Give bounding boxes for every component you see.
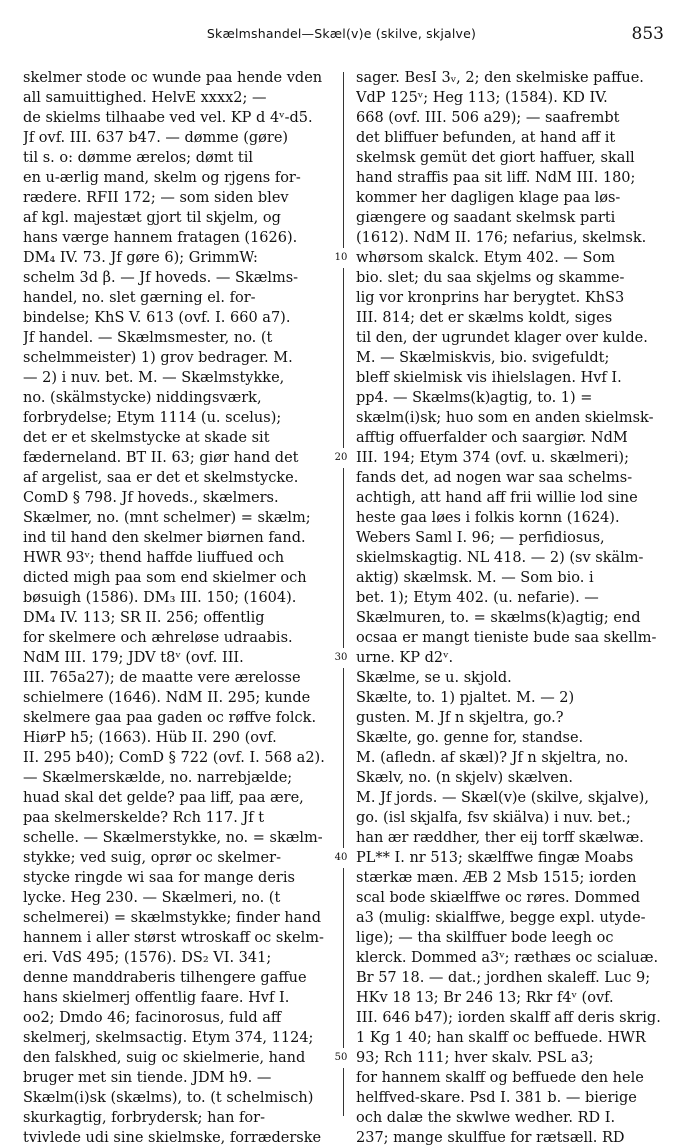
left-column-line: stycke ringde wi saa for mange deris bbox=[23, 870, 295, 886]
left-column-line: skelmerj, skelmsactig. Etym 374, 1124; bbox=[23, 1030, 314, 1046]
right-column-line: 1 Kg 1 40; han skalff oc beffuede. HWR bbox=[356, 1030, 646, 1046]
right-column-line: lige); — tha skilffuer bode leegh oc bbox=[356, 930, 614, 946]
left-column-line: det er et skelmstycke at skade sit bbox=[23, 430, 270, 446]
left-column-line: hannem i aller størst wtroskaff oc skelm- bbox=[23, 930, 324, 946]
left-column-line: handel, no. slet gærning el. for- bbox=[23, 290, 256, 306]
left-column-line: tvivlede udi sine skielmske, forræderske bbox=[23, 1130, 322, 1146]
right-column-line: giængere og saadant skelmsk parti bbox=[356, 210, 616, 226]
left-column-line: bindelse; KhS V. 613 (ovf. I. 660 a7). bbox=[23, 310, 291, 326]
right-column-line: III. 194; Etym 374 (ovf. u. skælmeri); bbox=[356, 450, 629, 466]
left-column-line: Skælmer, no. (mnt schelmer) = skælm; bbox=[23, 510, 311, 526]
left-column-line: paa skelmerskelde? Rch 117. Jf t bbox=[23, 810, 265, 826]
right-column-line: kommer her dagligen klage paa løs- bbox=[356, 190, 621, 206]
right-column-line: helffved-skare. Psd I. 381 b. — bierige bbox=[356, 1090, 637, 1106]
left-column-line: ind til hand den skelmer biørnen fand. bbox=[23, 530, 306, 546]
left-column-line: III. 765a27); de maatte vere ærelosse bbox=[23, 670, 301, 686]
left-column-line: II. 295 b40); ComD § 722 (ovf. I. 568 a2). bbox=[23, 750, 325, 766]
right-column-line: urne. KP d2ᵛ. bbox=[356, 650, 454, 666]
right-column-line: (1612). NdM II. 176; nefarius, skelmsk. bbox=[356, 230, 647, 246]
right-column-line: han ær ræddher, ther eij torff skælwæ. bbox=[356, 830, 644, 846]
left-column-line: schielmere (1646). NdM II. 295; kunde bbox=[23, 690, 311, 706]
left-column-line: Jf handel. — Skælmsmester, no. (t bbox=[23, 330, 273, 346]
left-column-line: — 2) i nuv. bet. M. — Skælmstykke, bbox=[23, 370, 285, 386]
line-number-markers bbox=[328, 58, 354, 1120]
left-column-line: eri. VdS 495; (1576). DS₂ VI. 341; bbox=[23, 950, 272, 966]
left-column-line: DM₄ IV. 113; SR II. 256; offentlig bbox=[23, 610, 265, 626]
right-column-line: pp4. — Skælms(k)agtig, to. 1) = bbox=[356, 390, 593, 406]
right-column-line: III. 646 b47); iorden skalff aff deris skrig. bbox=[356, 1010, 661, 1026]
right-column-line: Skælv, no. (n skjelv) skælven. bbox=[356, 770, 573, 786]
right-column-line: lig vor kronprins har berygtet. KhS3 bbox=[356, 290, 625, 306]
right-column-line: Webers Saml I. 96; — perfidiosus, bbox=[356, 530, 605, 546]
right-column-line: 93; Rch 111; hver skalv. PSL a3; bbox=[356, 1050, 594, 1066]
page-number: 853 bbox=[631, 24, 664, 44]
right-column-line: til den, der ugrundet klager over kulde. bbox=[356, 330, 648, 346]
left-column-line: schelm 3d β. — Jf hoveds. — Skælms- bbox=[23, 270, 299, 286]
left-column-line: — Skælmerskælde, no. narrebjælde; bbox=[23, 770, 293, 786]
left-column-line: til s. o: dømme ærelos; dømt til bbox=[23, 150, 254, 166]
left-column-line: all samuittighed. HelvE xxxx2; — bbox=[23, 90, 267, 106]
right-column-line: skielmskagtig. NL 418. — 2) (sv skälm- bbox=[356, 550, 644, 566]
right-column-line: achtigh, att hand aff frii willie lod sine bbox=[356, 490, 638, 506]
right-column-line: M. (afledn. af skæl)? Jf n skjeltra, no. bbox=[356, 750, 629, 766]
right-column-line: afftig offuerfalder och saargiør. NdM bbox=[356, 430, 628, 446]
line-number-marker: 20 bbox=[328, 448, 354, 468]
left-column-line: Jf ovf. III. 637 b47. — dømme (gøre) bbox=[23, 130, 289, 146]
right-column-line: Br 57 18. — dat.; jordhen skaleff. Luc 9; bbox=[356, 970, 651, 986]
left-column-line: NdM III. 179; JDV t8ᵛ (ovf. III. bbox=[23, 650, 244, 666]
page-header bbox=[0, 26, 683, 50]
right-column-line: a3 (mulig: skialffwe, begge expl. utyde- bbox=[356, 910, 646, 926]
right-column-line: aktig) skælmsk. M. — Som bio. i bbox=[356, 570, 594, 586]
right-column-line: III. 814; det er skælms koldt, siges bbox=[356, 310, 613, 326]
left-column-line: Skælm(i)sk (skælms), to. (t schelmisch) bbox=[23, 1090, 314, 1106]
left-column-line: HWR 93ᵛ; thend haffde liuffued och bbox=[23, 550, 285, 566]
right-column-line: Skælmuren, to. = skælms(k)agtig; end bbox=[356, 610, 641, 626]
right-column-line: det bliffuer befunden, at hand aff it bbox=[356, 130, 616, 146]
right-column bbox=[356, 68, 668, 1148]
left-column-line: no. (skälmstycke) niddingsværk, bbox=[23, 390, 262, 406]
left-column-line: de skielms tilhaabe ved vel. KP d 4ᵛ-d5. bbox=[23, 110, 313, 126]
left-column-line: for skelmere och æhreløse udraabis. bbox=[23, 630, 293, 646]
right-column-line: skelmsk gemüt det giort haffuer, skall bbox=[356, 150, 635, 166]
running-title: Skælmshandel—Skæl(v)e (skilve, skjalve) bbox=[206, 26, 477, 41]
right-column-line: och dalæ the skwlwe wedher. RD I. bbox=[356, 1110, 616, 1126]
left-column-line: huad skal det gelde? paa liff, paa ære, bbox=[23, 790, 304, 806]
line-number-marker: 50 bbox=[328, 1048, 354, 1068]
left-column-line: rædere. RFII 172; — som siden blev bbox=[23, 190, 289, 206]
right-column-line: whørsom skalck. Etym 402. — Som bbox=[356, 250, 615, 266]
left-column bbox=[23, 68, 335, 1148]
right-column-line: Skælme, se u. skjold. bbox=[356, 670, 512, 686]
right-column-line: klerck. Dommed a3ᵛ; ræthæs oc scialuæ. bbox=[356, 950, 659, 966]
line-number-marker: 10 bbox=[328, 248, 354, 268]
line-number-marker: 40 bbox=[328, 848, 354, 868]
left-column-line: schelmerei) = skælmstykke; finder hand bbox=[23, 910, 321, 926]
left-column-line: af kgl. majestæt gjort til skjelm, og bbox=[23, 210, 281, 226]
left-column-line: stykke; ved suig, oprør oc skelmer- bbox=[23, 850, 281, 866]
right-column-line: bet. 1); Etym 402. (u. nefarie). — bbox=[356, 590, 599, 606]
left-column-line: af argelist, saa er det et skelmstycke. bbox=[23, 470, 299, 486]
right-column-line: M. — Skælmiskvis, bio. svigefuldt; bbox=[356, 350, 610, 366]
right-column-line: heste gaa løes i folkis kornn (1624). bbox=[356, 510, 620, 526]
left-column-line: hans værge hannem fratagen (1626). bbox=[23, 230, 298, 246]
right-column-line: bio. slet; du saa skjelms og skamme- bbox=[356, 270, 625, 286]
left-column-line: skelmer stode oc wunde paa hende vden bbox=[23, 70, 323, 86]
left-column-line: ComD § 798. Jf hoveds., skælmers. bbox=[23, 490, 279, 506]
right-column-line: ocsaa er mangt tieniste bude saa skellm- bbox=[356, 630, 657, 646]
right-column-line: hand straffis paa sit liff. NdM III. 180; bbox=[356, 170, 636, 186]
right-column-line: M. Jf jords. — Skæl(v)e (skilve, skjalve), bbox=[356, 790, 649, 806]
right-column-line: HKv 18 13; Br 246 13; Rkr f4ᵛ (ovf. bbox=[356, 990, 614, 1006]
left-column-line: schelle. — Skælmerstykke, no. = skælm- bbox=[23, 830, 323, 846]
line-number-marker: 30 bbox=[328, 648, 354, 668]
left-column-line: DM₄ IV. 73. Jf gøre 6); GrimmW: bbox=[23, 250, 258, 266]
right-column-line: bleff skielmisk vis ihielslagen. Hvf I. bbox=[356, 370, 622, 386]
left-column-line: lycke. Heg 230. — Skælmeri, no. (t bbox=[23, 890, 281, 906]
right-column-line: for hannem skalff og beffuede den hele bbox=[356, 1070, 644, 1086]
left-column-line: denne manddraberis tilhengere gaffue bbox=[23, 970, 307, 986]
right-column-line: go. (isl skjalfa, fsv skiälva) i nuv. bet.; bbox=[356, 810, 631, 826]
left-column-line: skurkagtig, forbrydersk; han for- bbox=[23, 1110, 265, 1126]
left-column-line: den falskhed, suig oc skielmerie, hand bbox=[23, 1050, 306, 1066]
right-column-line: sager. BesI 3ᵥ, 2; den skelmiske paffue. bbox=[356, 70, 644, 86]
right-column-line: skælm(i)sk; huo som en anden skielmsk- bbox=[356, 410, 654, 426]
left-column-line: oo2; Dmdo 46; facinorosus, fuld aff bbox=[23, 1010, 282, 1026]
right-column-line: gusten. M. Jf n skjeltra, go.? bbox=[356, 710, 564, 726]
left-column-line: schelmmeister) 1) grov bedrager. M. bbox=[23, 350, 293, 366]
right-column-line: 237; mange skulffue for rætsæll. RD bbox=[356, 1130, 625, 1146]
right-column-line: stærkæ mæn. ÆB 2 Msb 1515; iorden bbox=[356, 870, 637, 886]
right-column-line: fands det, ad nogen war saa schelms- bbox=[356, 470, 633, 486]
left-column-line: skelmere gaa paa gaden oc røffve folck. bbox=[23, 710, 317, 726]
right-column-line: VdP 125ᵛ; Heg 113; (1584). KD IV. bbox=[356, 90, 608, 106]
right-column-line: PL** I. nr 513; skælffwe fingæ Moabs bbox=[356, 850, 634, 866]
left-column-line: HiørP h5; (1663). Hüb II. 290 (ovf. bbox=[23, 730, 277, 746]
right-column-line: scal bode skiælffwe oc røres. Dommed bbox=[356, 890, 640, 906]
left-column-line: fæderneland. BT II. 63; giør hand det bbox=[23, 450, 299, 466]
left-column-line: forbrydelse; Etym 1114 (u. scelus); bbox=[23, 410, 282, 426]
right-column-line: Skælte, go. genne for, standse. bbox=[356, 730, 584, 746]
left-column-line: en u-ærlig mand, skelm og rjgens for- bbox=[23, 170, 301, 186]
left-column-line: bruger met sin tiende. JDM h9. — bbox=[23, 1070, 272, 1086]
right-column-line: Skælte, to. 1) pjaltet. M. — 2) bbox=[356, 690, 575, 706]
left-column-line: bøsuigh (1586). DM₃ III. 150; (1604). bbox=[23, 590, 297, 606]
left-column-line: dicted migh paa som end skielmer och bbox=[23, 570, 307, 586]
left-column-line: hans skielmerj offentlig faare. Hvf I. bbox=[23, 990, 290, 1006]
right-column-line: 668 (ovf. III. 506 a29); — saafrembt bbox=[356, 110, 620, 126]
